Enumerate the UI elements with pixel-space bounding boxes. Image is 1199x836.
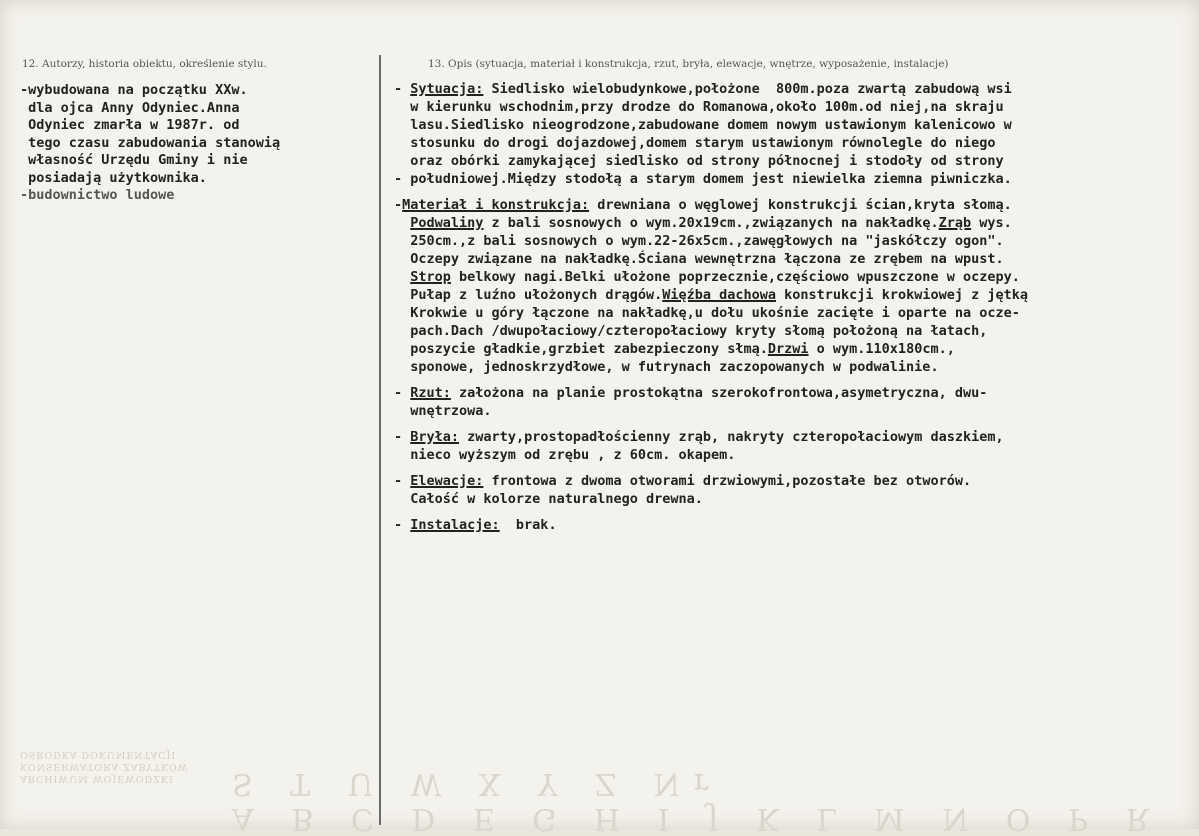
material-heading: Materiał i konstrukcja: [402,197,590,213]
material-text: drewniana o węglowej konstrukcji ścian,kryta słomą. [589,197,1012,213]
sytuacja-line [394,152,1184,170]
sytuacja-line [394,98,1184,116]
material-line [394,286,1184,304]
sytuacja-heading: Sytuacja: [410,81,484,97]
rzut-line: - Rzut: założona na planie prostokątna szerokofrontowa,asymetryczna, dwu- [394,385,988,401]
elewacje-line [394,490,1184,508]
bryla-text: nieco wyższym od zrębu , z 60cm. okapem. [410,447,736,463]
section-material [394,196,1184,376]
sytuacja-text: stosunku do drogi dojazdowej,domem starym ustawionym równolegle do niego [410,135,996,151]
bryla-line [394,446,1184,464]
material-text: Krokwie u góry łączone na nakładkę,u dołu ukośnie zacięte i oparte na ocze- [410,305,1020,321]
right-column-header: 13. Opis (sytuacja, materiał i konstrukcja, rzut, bryła, elewacje, wnętrze, wyposażenie, instalacje) [428,58,949,70]
material-text: konstrukcji krokwiowej z jętką [776,287,1028,303]
material-line [394,340,1184,358]
sytuacja-text: południowej.Między stodołą a starym domem jest niewielka ziemna piwniczka. [410,171,1012,187]
drzwi-label: Drzwi [767,341,809,357]
podwaliny-label: Podwaliny [410,215,484,231]
bryla-heading: Bryła: [410,429,460,445]
material-line [394,322,1184,340]
rzut-text: założona na planie prostokątna szerokofrontowa,asymetryczna, dwu- [450,385,988,401]
section-bryla [394,428,1184,464]
history-line: Odyniec zmarła w 1987r. od [20,117,240,133]
rzut-heading: Rzut: [410,385,451,401]
section-rzut [394,384,1184,420]
history-line: dla ojca Anny Odyniec.Anna [20,99,240,116]
description-text [394,80,1184,542]
history-line: tego czasu zabudowania stanowią [20,134,281,151]
elewacje-text: Całość w kolorze naturalnego drewna. [410,491,703,507]
wiezba-label: Więźba dachowa [662,287,777,303]
rzut-text: wnętrzowa. [410,403,492,419]
material-text: pach.Dach /dwupołaciowy/czteropołaciowy kryty słomą położoną na łatach, [410,323,988,339]
elewacje-heading: Elewacje: [410,473,484,489]
bryla-text: zwarty,prostopadłościenny zrąb, nakryty czteropołaciowym daszkiem, [459,429,1004,445]
material-line [394,304,1184,322]
sytuacja-line [394,116,1184,134]
material-text: poszycie gładkie,grzbiet zabezpieczony słmą. [410,341,768,357]
elewacje-line: - Elewacje: frontowa z dwoma otworami drzwiowymi,pozostałe bez otworów. [394,473,972,489]
sytuacja-line: - południowej.Między stodołą a starym domem jest niewielka ziemna piwniczka. [394,171,1012,187]
material-line: -Materiał i konstrukcja: drewniana o węglowej konstrukcji ścian,kryta słomą. [394,197,1012,213]
material-line [394,232,1184,250]
instalacje-line: - Instalacje: brak. [394,517,557,533]
history-line: posiadają użytkownika. [20,169,207,186]
material-text: Oczepy związane na nakładkę.Ściana wewnętrzna łączona ze zrębem na wpust. [410,251,1004,267]
sytuacja-text: Siedlisko wielobudynkowe,położone 800m.poza zwartą zabudową wsi [483,81,1012,97]
rzut-line [394,402,1184,420]
material-text: z bali sosnowych o wym.20x19cm.,związanych na nakładkę. [483,215,939,231]
elewacje-text: frontowa z dwoma otworami drzwiowymi,pozostałe bez otworów. [483,473,972,489]
sytuacja-line [394,134,1184,152]
section-sytuacja [394,80,1184,188]
sytuacja-text: lasu.Siedlisko nieogrodzone,zabudowane domem nowym ustawionym kalenicowo w [410,117,1012,133]
material-text: sponowe, jednoskrzydłowe, w futrynach zaczopowanych w podwalinie. [410,359,939,375]
material-text: Pułap z luźno ułożonych drągów. [410,287,663,303]
sytuacja-text: w kierunku wschodnim,przy drodze do Romanowa,około 100m.od niej,na skraju [410,99,1004,115]
instalacje-text: brak. [499,517,557,533]
material-line [394,358,1184,376]
strop-label: Strop [410,269,451,285]
material-text: belkowy nagi.Belki ułożone poprzecznie,częściowo wpuszczone w oczepy. [450,269,1020,285]
column-divider [379,55,381,825]
history-line: -wybudowana na początku XXw. [20,82,248,98]
material-text: o wym.110x180cm., [808,341,955,357]
left-column-header: 12. Autorzy, historia obiektu, określenie stylu. [22,58,267,70]
history-text [20,82,370,205]
zrab-label: Zrąb [938,215,972,231]
material-line [394,268,1184,286]
instalacje-heading: Instalacje: [410,517,500,533]
material-text: 250cm.,z bali sosnowych o wym.22-26x5cm.,zawęgłowych na "jaskółczy ogon". [410,233,1004,249]
sytuacja-line: - Sytuacja: Siedlisko wielobudynkowe,położone 800m.poza zwartą zabudową wsi [394,81,1012,97]
material-text: wys. [971,215,1012,231]
style-line: -budownictwo ludowe [20,187,175,203]
history-line: własność Urzędu Gminy i nie [20,152,248,168]
sytuacja-text: oraz obórki zamykającej siedlisko od strony północnej i stodoły od strony [410,153,1004,169]
material-line [394,214,1184,232]
material-line [394,250,1184,268]
bleed-through-strip [0,740,1199,836]
section-elewacje [394,472,1184,508]
bleed-through-stamp: ARCHIWUM WOJEWÓDZKI KONSERWATORA ZABYTKÓW OŚRODKA DOKUMENTACJI [20,749,189,784]
bleed-through-alphabet: A B C D E G H I J K L M N O P R S T U W X Y Z Nr [232,766,1163,836]
section-instalacje [394,516,1184,534]
bryla-line: - Bryła: zwarty,prostopadłościenny zrąb, nakryty czteropołaciowym daszkiem, [394,429,1004,445]
